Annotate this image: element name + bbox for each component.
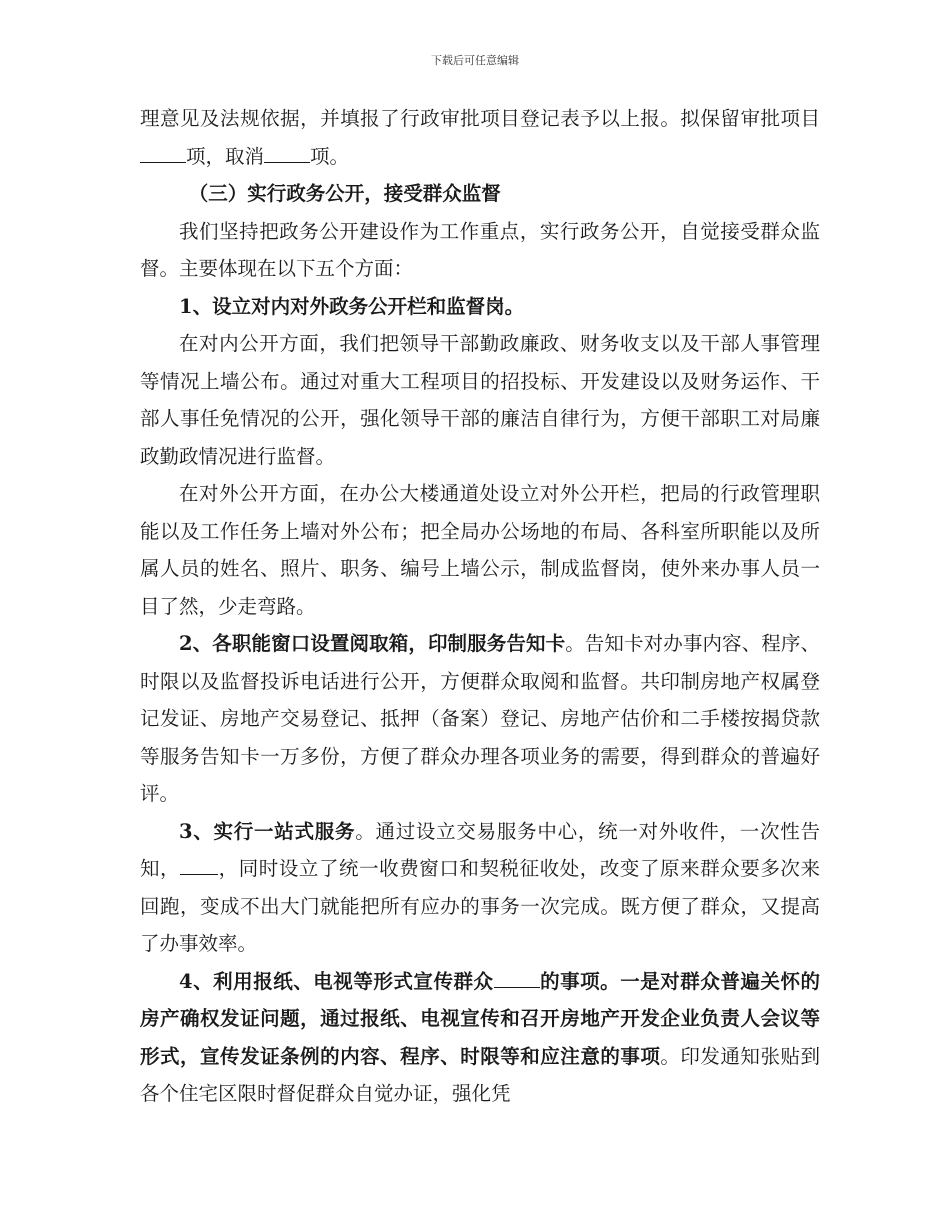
paragraph-item-3: 3、实行一站式服务。通过设立交易服务中心，统一对外收件，一次性告知， ，同时设立了统一收费窗口和契税征收处，改变了原来群众要多次来回跑，变成不出大门就能把所有应办的事务一次完成。既方便了群众，又提高了办事效率。 bbox=[140, 819, 820, 955]
fill-blank bbox=[494, 987, 540, 988]
fill-blank bbox=[140, 162, 186, 163]
paragraph-internal-disclosure: 在对内公开方面，我们把领导干部勤政廉政、财务收支以及干部人事管理等情况上墙公布。通过对重大工程项目的招投标、开发建设以及财务运作、干部人事任免情况的公开，强化领导干部的廉洁自律行为，方便干部职工对局廉政勤政情况进行监督。 bbox=[140, 332, 820, 468]
section-heading: （三）实行政务公开，接受群众监督 bbox=[188, 182, 501, 205]
item-heading-1: 1、设立对内对外政务公开栏和监督岗。 bbox=[179, 294, 525, 318]
paragraph-continuation: 理意见及法规依据，并填报了行政审批项目登记表予以上报。拟保留审批项目项，取消 项。 bbox=[140, 107, 820, 168]
item-heading-2: 2、各职能窗口设置阅取箱，印制服务告知卡 bbox=[179, 632, 566, 655]
document-body bbox=[140, 100, 820, 1113]
page-header: 下载后可任意编辑 bbox=[431, 54, 519, 67]
paragraph-external-disclosure: 在对外公开方面，在办公大楼通道处设立对外公开栏，把局的行政管理职能以及工作任务上墙对外公布；把全局办公场地的布局、各科室所职能以及所属人员的姓名、照片、职务、编号上墙公示，制成监督岗，使外来办事人员一目了然，少走弯路。 bbox=[140, 482, 820, 618]
paragraph-intro: 我们坚持把政务公开建设作为工作重点，实行政务公开，自觉接受群众监督。主要体现在以下五个方面： bbox=[140, 219, 820, 280]
fill-blank bbox=[180, 874, 218, 875]
fill-blank bbox=[264, 162, 310, 163]
item-heading-3: 3、实行一站式服务 bbox=[179, 819, 356, 843]
paragraph-item-2: 2、各职能窗口设置阅取箱，印制服务告知卡。告知卡对办事内容、程序、时限以及监督投诉电话进行公开，方便群众取阅和监督。共印制房地产权属登记发证、房地产交易登记、抵押（备案）登记、房地产估价和二手楼按揭贷款等服务告知卡一万多份，方便了群众办理各项业务的需要，得到群众的普遍好评。 bbox=[140, 632, 820, 805]
paragraph-item-4: 4、利用报纸、电视等形式宣传群众 的事项。一是对群众普遍关怀的房产确权发证问题，通过报纸、电视宣传和召开房地产开发企业负责人会议等形式，宣传发证条例的内容、程序、时限等和应注意的事项。印发通知张贴到各个住宅区限时督促群众自觉办证，强化凭 bbox=[140, 969, 820, 1105]
